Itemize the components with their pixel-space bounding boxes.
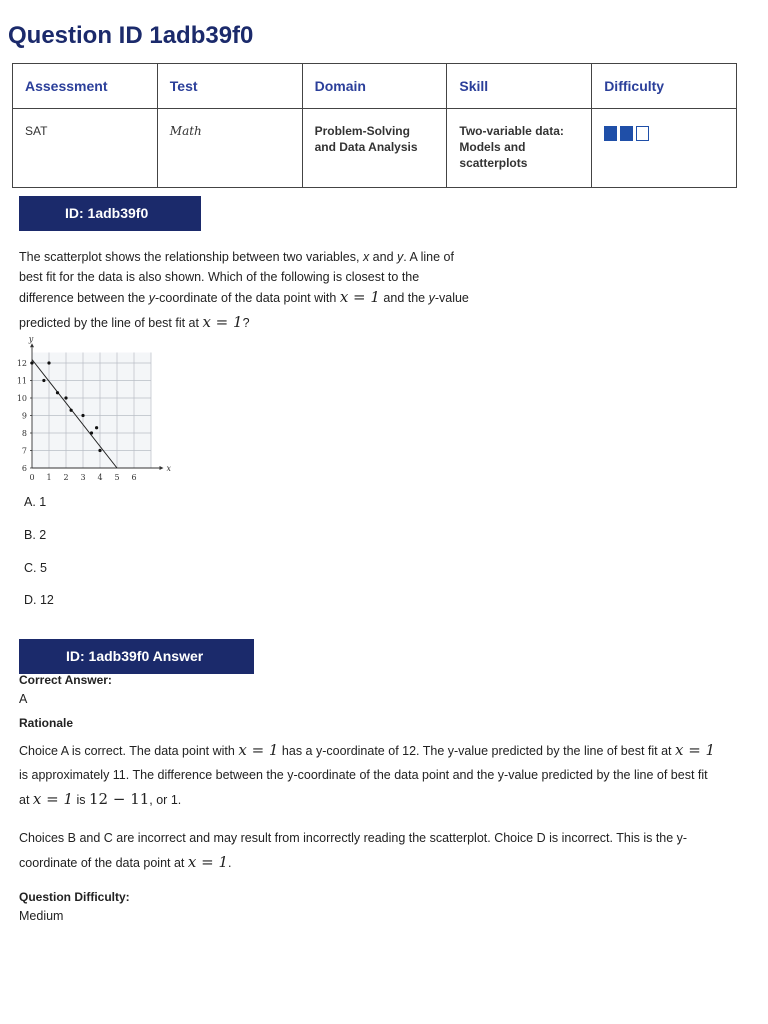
text: -coordinate of the data point with <box>154 291 340 305</box>
y-tick-label: 7 <box>21 446 27 456</box>
difficulty-square-filled <box>620 126 633 141</box>
y-tick-label: 11 <box>16 376 27 386</box>
y-tick-label: 8 <box>21 429 27 438</box>
x-tick-label: 3 <box>80 473 86 482</box>
text: ? <box>242 316 250 330</box>
domain-value <box>302 109 447 188</box>
question-line <box>19 312 499 333</box>
text: Choice A is correct. The data point with <box>19 744 239 758</box>
skill-line: Models and <box>459 140 526 154</box>
rationale-label: Rationale <box>19 716 74 730</box>
x-tick-label: 2 <box>63 473 69 482</box>
y-axis-arrow <box>30 343 34 347</box>
var-x: x <box>362 250 370 264</box>
y-tick-label: 12 <box>16 359 27 368</box>
question-id-banner: ID: 1adb39f0 <box>19 196 201 231</box>
question-line <box>19 247 499 267</box>
domain-line: Problem-Solving <box>314 124 410 138</box>
math-expression: x = 1 <box>187 853 228 871</box>
text: Choices B and C are incorrect and may result from incorrectly reading the scatterplot. Choice D is incorrect. This is the y- <box>19 831 688 845</box>
text: is approximately 11. The difference between the y-coordinate of the data point and the y-value predicted by the line of best fit <box>19 768 708 782</box>
data-point <box>30 361 33 364</box>
x-tick-label: 5 <box>114 473 120 482</box>
text: coordinate of the data point at <box>19 856 188 870</box>
assessment-value: SAT <box>13 109 158 188</box>
math-expression: x = 1 <box>674 741 716 759</box>
data-point <box>95 426 98 429</box>
text: and <box>369 250 397 264</box>
header-assessment: Assessment <box>13 64 158 109</box>
difficulty-value <box>592 109 737 188</box>
x-axis-label: x <box>166 464 172 473</box>
meta-header-row <box>13 64 737 109</box>
choice-c[interactable]: C. 5 <box>24 561 47 575</box>
y-tick-label: 6 <box>21 464 27 473</box>
choice-a[interactable]: A. 1 <box>24 495 47 509</box>
page-title: Question ID 1adb39f0 <box>8 22 254 49</box>
header-domain: Domain <box>302 64 447 109</box>
math-expression: x = 1 <box>32 790 74 808</box>
rationale-paragraph-2 <box>19 826 749 875</box>
skill-line: Two-variable data: <box>459 124 564 138</box>
skill-value <box>447 109 592 188</box>
question-line: best fit for the data is also shown. Which of the following is closest to the <box>19 270 420 284</box>
difficulty-square-empty <box>636 126 649 141</box>
text: . A line of <box>403 250 454 264</box>
text: has a y-coordinate of 12. The y-value predicted by the line of best fit at <box>278 744 675 758</box>
text: -value <box>434 291 469 305</box>
question-text <box>19 247 499 333</box>
scatterplot-chart <box>14 334 172 486</box>
math-expression: x = 1 <box>339 288 380 306</box>
x-tick-label: 0 <box>29 473 35 482</box>
difficulty-square-filled <box>604 126 617 141</box>
data-point <box>70 409 73 412</box>
data-point <box>64 396 67 399</box>
test-value: Math <box>157 109 302 188</box>
question-line <box>19 287 499 308</box>
var-y: y <box>428 291 435 305</box>
x-tick-label: 6 <box>131 473 137 482</box>
data-point <box>56 391 59 394</box>
difficulty-label: Question Difficulty: <box>19 890 130 904</box>
math-expression: x = 1 <box>202 313 243 331</box>
skill-line: scatterplots <box>459 156 528 170</box>
difficulty-text: Medium <box>19 909 64 923</box>
rationale-paragraph <box>19 738 749 812</box>
data-point <box>47 361 50 364</box>
x-tick-label: 4 <box>97 473 103 482</box>
text: at <box>19 793 33 807</box>
correct-answer-value: A <box>19 692 28 706</box>
x-axis-arrow <box>160 466 164 470</box>
text: The scatterplot shows the relationship between two variables, <box>19 250 363 264</box>
header-difficulty: Difficulty <box>592 64 737 109</box>
var-y: y <box>148 291 155 305</box>
difficulty-indicator <box>604 126 724 141</box>
correct-answer-label: Correct Answer: <box>19 673 112 687</box>
text: is <box>73 793 89 807</box>
y-tick-label: 10 <box>16 394 27 403</box>
domain-line: and Data Analysis <box>314 140 418 154</box>
data-point <box>81 414 84 417</box>
text: predicted by the line of best fit at <box>19 316 203 330</box>
text: and the <box>379 291 429 305</box>
data-point <box>90 431 93 434</box>
y-axis-label: y <box>28 334 34 344</box>
header-test: Test <box>157 64 302 109</box>
header-skill: Skill <box>447 64 592 109</box>
x-tick-label: 1 <box>46 473 52 482</box>
y-tick-label: 9 <box>21 411 27 421</box>
meta-value-row <box>13 109 737 188</box>
text: difference between the <box>19 291 149 305</box>
math-expression: 12 − 11 <box>89 790 150 808</box>
choice-b[interactable]: B. 2 <box>24 528 47 542</box>
math-expression: x = 1 <box>238 741 279 759</box>
var-y: y <box>397 250 404 264</box>
question-meta-table <box>12 63 737 188</box>
choice-d[interactable]: D. 12 <box>24 593 54 607</box>
text: . <box>227 856 232 870</box>
answer-id-banner: ID: 1adb39f0 Answer <box>19 639 254 674</box>
text: , or 1. <box>149 793 182 807</box>
data-point <box>42 379 45 382</box>
data-point <box>98 449 101 452</box>
